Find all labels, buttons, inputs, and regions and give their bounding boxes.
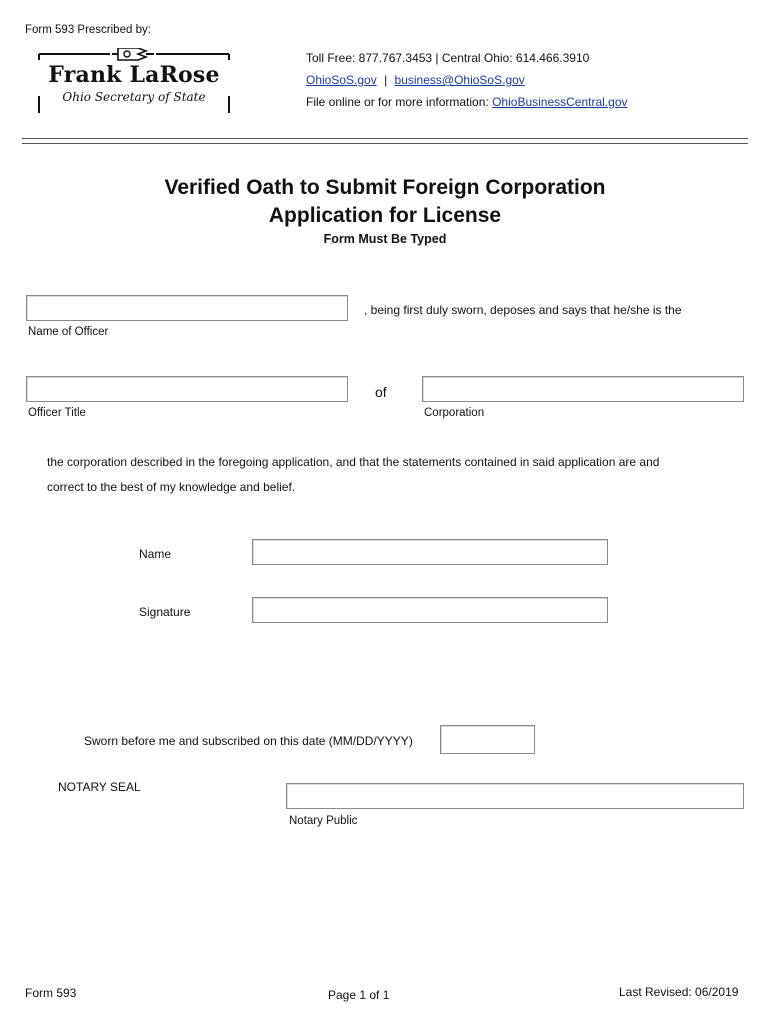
logo-subtitle: Ohio Secretary of State: [62, 90, 206, 104]
header-divider-top: [22, 138, 748, 139]
sworn-statement-text: , being first duly sworn, deposes and says that he/she is the: [364, 303, 682, 317]
name-label: Name: [139, 547, 172, 561]
officer-name-field[interactable]: [26, 295, 348, 321]
officer-title-field[interactable]: [26, 376, 348, 402]
file-online-text: File online or for more information:: [306, 95, 489, 109]
header-divider-bottom: [22, 143, 748, 144]
footer-page-info: Page 1 of 1: [328, 988, 390, 1002]
form-title-line2: Application for License: [268, 204, 502, 227]
prescribed-by-text: Form 593 Prescribed by:: [25, 24, 151, 36]
officer-title-label: Officer Title: [28, 407, 86, 419]
business-email-link[interactable]: business@OhioSoS.gov: [394, 73, 525, 87]
footer-last-revised: Last Revised: 06/2019: [619, 985, 739, 999]
corporation-label: Corporation: [424, 407, 485, 419]
sworn-date-label: Sworn before me and subscribed on this date (MM/DD/YYYY): [84, 734, 413, 748]
notary-public-label: Notary Public: [289, 815, 358, 827]
file-online-line: [306, 95, 628, 109]
signature-field[interactable]: [252, 597, 608, 623]
notary-seal-label: NOTARY SEAL: [58, 780, 141, 794]
contact-line: Toll Free: 877.767.3453 | Central Ohio: 614.466.3910: [306, 51, 590, 65]
sworn-date-field[interactable]: [440, 725, 535, 754]
officer-name-label: Name of Officer: [28, 326, 109, 338]
ohiosos-link[interactable]: OhioSoS.gov: [306, 73, 377, 87]
link-separator: |: [384, 73, 388, 87]
form-subtitle: Form Must Be Typed: [323, 232, 447, 246]
statement-line2: correct to the best of my knowledge and belief.: [47, 480, 296, 494]
ohio-business-central-link[interactable]: OhioBusinessCentral.gov: [492, 95, 628, 109]
footer-form-number: Form 593: [25, 986, 77, 1000]
name-field[interactable]: [252, 539, 608, 565]
logo-name: Frank LaRose: [48, 62, 220, 88]
secretary-of-state-logo: [38, 48, 230, 114]
form-title-line1: Verified Oath to Submit Foreign Corporation: [164, 176, 606, 199]
signature-label: Signature: [139, 605, 191, 619]
corporation-field[interactable]: [422, 376, 744, 402]
notary-public-field[interactable]: [286, 783, 744, 809]
statement-line1: the corporation described in the foregoing application, and that the statements contained in said application are and: [47, 455, 660, 469]
of-text: of: [375, 384, 387, 400]
web-links-line: [306, 73, 525, 87]
